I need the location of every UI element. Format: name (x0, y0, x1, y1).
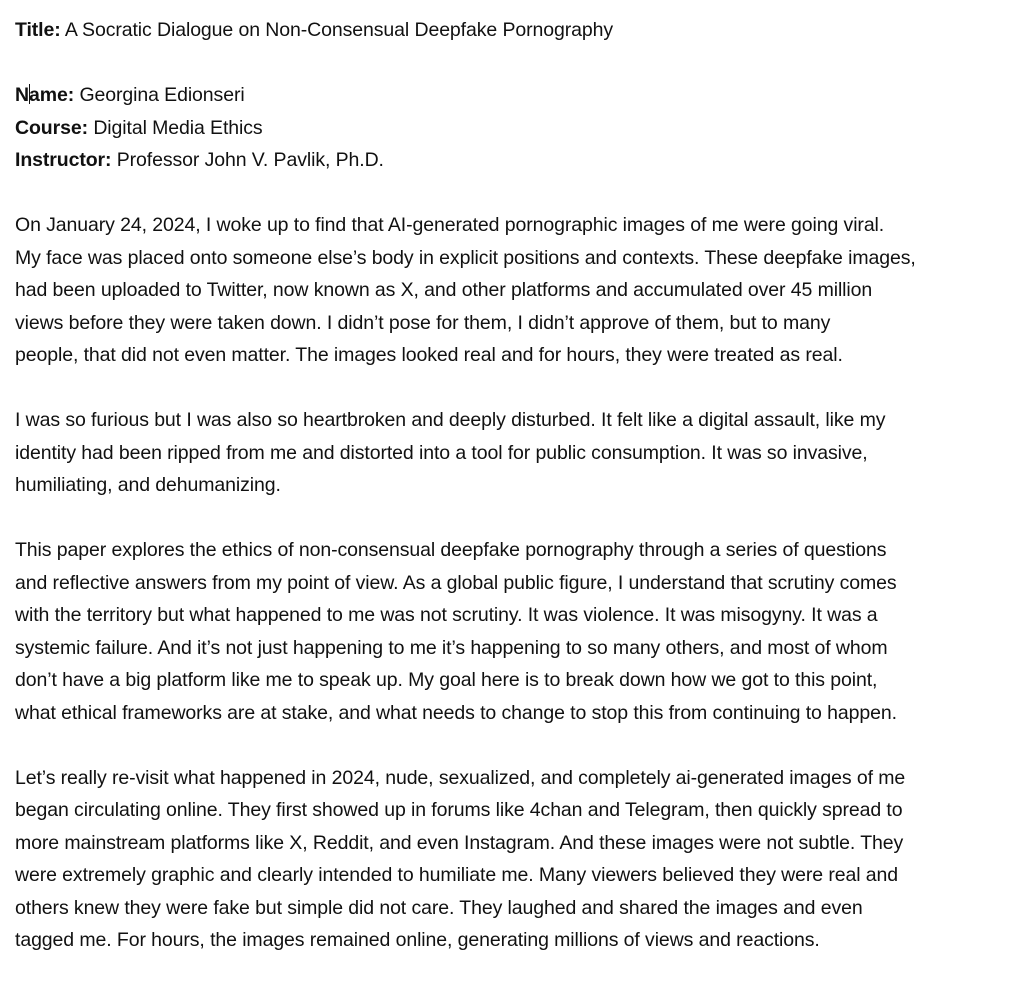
paragraph-line: On January 24, 2024, I woke up to find that AI-generated pornographic images of me were going viral. (15, 214, 885, 236)
paragraph-line: don’t have a big platform like me to speak up. My goal here is to break down how we got to this point, (15, 669, 878, 691)
paragraph-line: more mainstream platforms like X, Reddit, and even Instagram. And these images were not subtle. They (15, 831, 904, 854)
paragraph-line: Let’s really re-visit what happened in 2024, nude, sexualized, and completely ai-generated images of me (15, 766, 906, 789)
instructor-line (15, 144, 1015, 177)
paragraph-line: views before they were taken down. I didn’t pose for them, I didn’t approve of them, but to many (15, 311, 831, 334)
paragraph-intro (15, 209, 1015, 372)
paragraph-line: identity had been ripped from me and distorted into a tool for public consumption. It was so invasive, (15, 441, 868, 464)
paragraph-line: began circulating online. They first showed up in forums like 4chan and Telegram, then quickly spread to (15, 799, 903, 821)
paragraph-line: others knew they were fake but simple did not care. They laughed and shared the images and even (15, 896, 863, 919)
paragraph-line: I was so furious but I was also so heartbroken and deeply disturbed. It felt like a digital assault, like my (15, 409, 886, 431)
paragraph-line: were extremely graphic and clearly intended to humiliate me. Many viewers believed they were real and (15, 864, 899, 886)
instructor-value: Professor John V. Pavlik, Ph.D. (116, 149, 384, 171)
paragraph-line: and reflective answers from my point of view. As a global public figure, I understand that scrutiny comes (15, 571, 897, 594)
title-label: Title: (15, 19, 61, 41)
name-line (15, 79, 1015, 112)
course-value: Digital Media Ethics (93, 116, 263, 139)
paragraph-line: humiliating, and dehumanizing. (15, 474, 281, 496)
paragraph-line: My face was placed onto someone else’s body in explicit positions and contexts. These deepfake images, (15, 246, 916, 269)
paragraph-line: had been uploaded to Twitter, now known as X, and other platforms and accumulated over 45 million (15, 279, 873, 301)
paragraph-line: systemic failure. And it’s not just happening to me it’s happening to so many others, and most of whom (15, 636, 888, 659)
course-line (15, 112, 1015, 145)
paragraph-feelings (15, 404, 1015, 502)
blank-line (15, 47, 1015, 80)
name-label (15, 84, 74, 106)
paragraph-revisit (15, 762, 1015, 957)
blank-line (15, 502, 1015, 535)
paragraph-purpose (15, 534, 1015, 729)
instructor-label: Instructor: (15, 149, 112, 171)
name-label-start: N (15, 84, 29, 106)
name-label-end: ame: (28, 84, 75, 106)
blank-line (15, 177, 1015, 210)
blank-line (15, 729, 1015, 762)
paragraph-line: tagged me. For hours, the images remained online, generating millions of views and reactions. (15, 929, 820, 951)
course-label: Course: (15, 116, 88, 139)
paragraph-line: with the territory but what happened to me was not scrutiny. It was violence. It was misogyny. It was a (15, 604, 878, 626)
blank-line (15, 372, 1015, 405)
title-value: A Socratic Dialogue on Non-Consensual Deepfake Pornography (64, 19, 614, 41)
document-body[interactable] (15, 14, 1015, 957)
paragraph-line: This paper explores the ethics of non-consensual deepfake pornography through a series of questions (15, 539, 887, 561)
paragraph-line: what ethical frameworks are at stake, and what needs to change to stop this from continuing to happen. (15, 701, 897, 724)
name-value: Georgina Edionseri (79, 84, 245, 106)
paragraph-line: people, that did not even matter. The images looked real and for hours, they were treated as real. (15, 344, 843, 366)
title-line (15, 14, 1015, 47)
